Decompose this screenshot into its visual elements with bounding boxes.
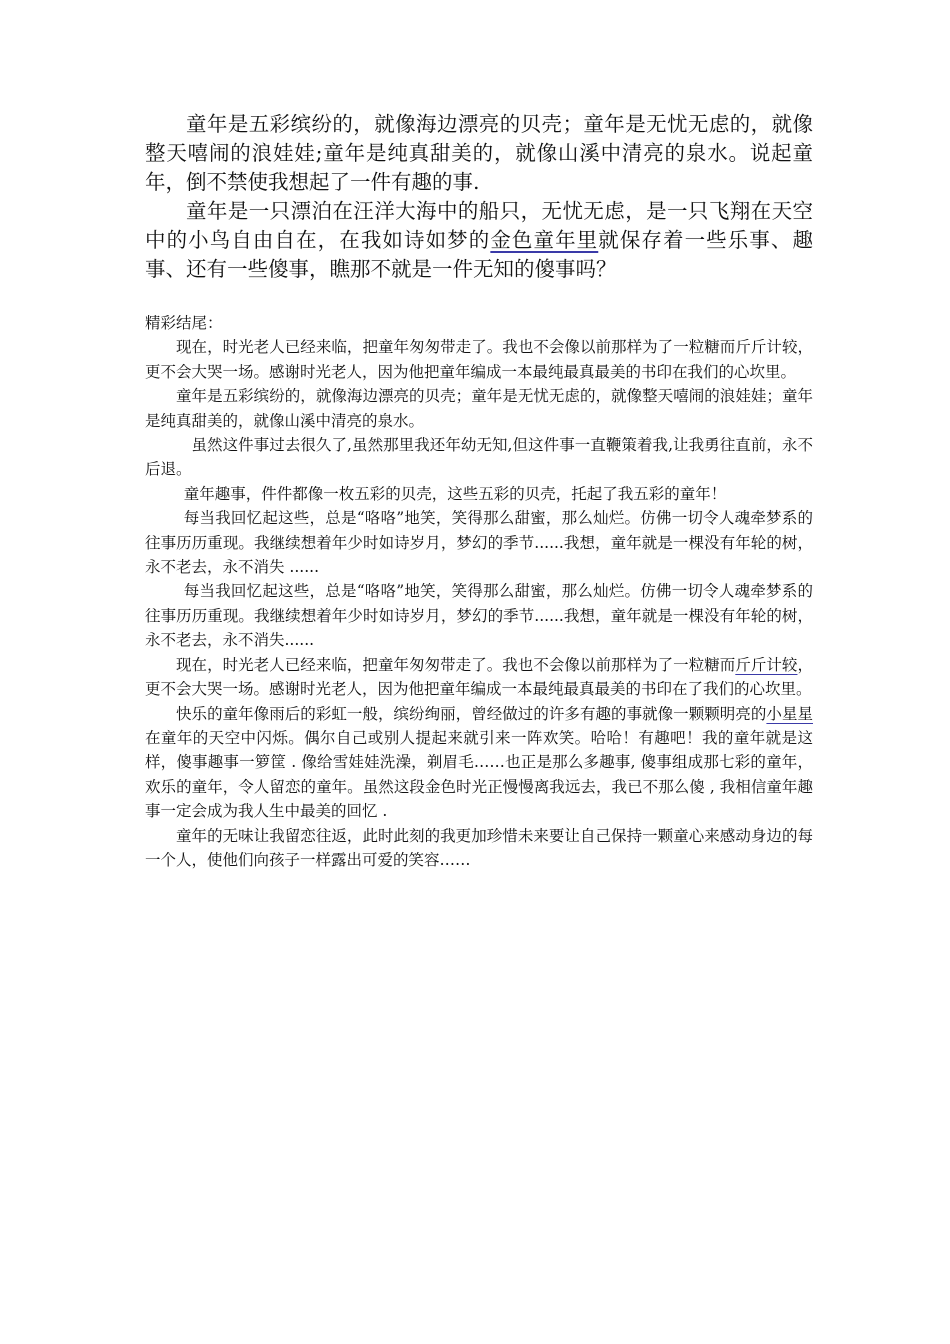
underlined-phrase-golden-childhood: 金色童年里	[490, 228, 599, 252]
underlined-phrase-haggle: 斤斤计较	[735, 655, 798, 674]
ending-paragraph-4: 童年趣事，件件都像一枚五彩的贝壳，这些五彩的贝壳，托起了我五彩的童年！	[183, 484, 727, 503]
ending-paragraph-3: 虽然这件事过去很久了,虽然那里我还年幼无知,但这件事一直鞭策着我,让我勇往直前，永不后退。	[145, 436, 813, 479]
ending-paragraph-5: 每当我回忆起这些，总是“咯咯”地笑，笑得那么甜蜜，那么灿烂。仿佛一切令人魂牵梦系的往事历历重现。我继续想着年少时如诗岁月，梦幻的季节......我想，童年就是一棵没有年轮的树，永不老去，永不消失 ......	[145, 509, 813, 577]
ending-section	[145, 311, 813, 872]
underlined-phrase-little-stars: 小星星	[766, 704, 813, 723]
intro-paragraph-1: 童年是五彩缤纷的，就像海边漂亮的贝壳；童年是无忧无虑的，就像整天嘻闹的浪娃娃;童年是纯真甜美的，就像山溪中清亮的泉水。说起童年，倒不禁使我想起了一件有趣的事.	[145, 112, 813, 194]
ending-paragraph-9: 童年的无味让我留恋往返，此时此刻的我更加珍惜未来要让自己保持一颗童心来感动身边的每一个人，使他们向孩子一样露出可爱的笑容……	[145, 826, 813, 869]
ending-paragraph-8-text-a: 快乐的童年像雨后的彩虹一般，缤纷绚丽，曾经做过的许多有趣的事就像一颗颗明亮的	[176, 704, 767, 723]
intro-section	[145, 110, 813, 284]
intro-paragraph-2	[145, 197, 813, 284]
intro-paragraph-2-text-b: 就保存着一些乐事、趣事、还有一些傻事，瞧那不就是一件无知的傻事吗？	[145, 228, 814, 281]
ending-paragraph-7-text-b: ，更不会大哭一场。感谢时光老人，因为他把童年编成一本最纯最真最美的书印在了我们的心坎里。	[145, 655, 813, 699]
ending-paragraph-1: 现在，时光老人已经来临，把童年匆匆带走了。我也不会像以前那样为了一粒糖而斤斤计较，更不会大哭一场。感谢时光老人，因为他把童年编成一本最纯最真最美的书印在我们的心坎里。	[145, 338, 813, 381]
ending-paragraph-8	[145, 702, 813, 824]
intro-paragraph-2-text-a: 童年是一只漂泊在汪洋大海中的船只，无忧无虑，是一只飞翔在天空中的小鸟自由自在，在我如诗如梦的	[145, 199, 813, 252]
ending-title: 精彩结尾：	[145, 314, 223, 332]
ending-paragraph-2: 童年是五彩缤纷的，就像海边漂亮的贝壳；童年是无忧无虑的，就像整天嘻闹的浪娃娃；童年是纯真甜美的，就像山溪中清亮的泉水。	[145, 387, 813, 430]
section-gap	[145, 284, 813, 311]
ending-paragraph-6: 每当我回忆起这些，总是“咯咯”地笑，笑得那么甜蜜，那么灿烂。仿佛一切令人魂牵梦系的往事历历重现。我继续想着年少时如诗岁月，梦幻的季节......我想，童年就是一棵没有年轮的树，永不老去，永不消失......	[145, 582, 813, 650]
ending-paragraph-8-text-b: 在童年的天空中闪烁。偶尔自己或别人提起来就引来一阵欢笑。哈哈！有趣吧！我的童年就是这样，傻事趣事一箩筐 . 像给雪娃娃洗澡，剃眉毛……也正是那么多趣事, 傻事组成那七彩的童年，欢乐的童年，令人留恋的童年。虽然这段金色时光正慢慢离我远去，我已不那么傻 , 我相信童年趣事一定会成为我人生中最美的回忆 .	[145, 728, 813, 821]
ending-paragraph-7-text-a: 现在，时光老人已经来临，把童年匆匆带走了。我也不会像以前那样为了一粒糖而	[176, 655, 736, 674]
document-page	[145, 110, 813, 872]
ending-paragraph-7	[145, 653, 813, 702]
